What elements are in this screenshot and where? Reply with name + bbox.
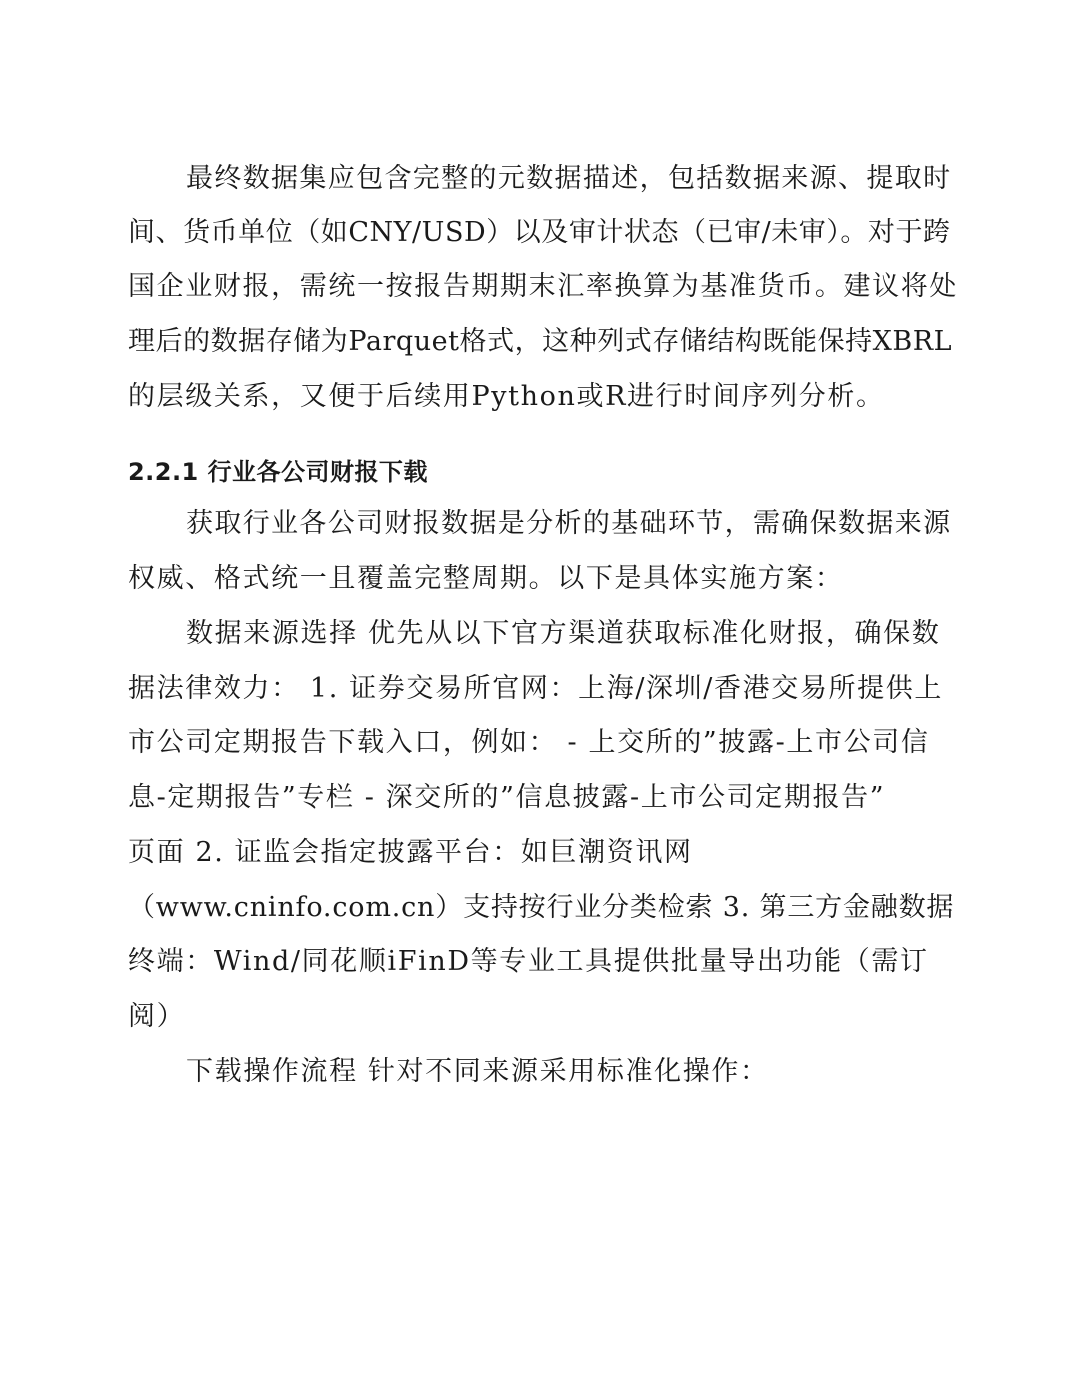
paragraph-1-line-5: 的层级关系，又便于后续用Python或R进行时间序列分析。 — [128, 381, 885, 412]
paragraph-3-line-7: 终端：Wind/同花顺iFinD等专业工具提供批量导出功能（需订 — [128, 946, 929, 977]
paragraph-3-line-5: 页面 2. 证监会指定披露平台：如巨潮资讯网 — [128, 837, 693, 868]
paragraph-3-line-4: 息-定期报告”专栏 - 深交所的”信息披露-上市公司定期报告” — [128, 782, 886, 813]
paragraph-1-line-1: 最终数据集应包含完整的元数据描述，包括数据来源、提取时 — [186, 163, 952, 194]
paragraph-3-line-6: （www.cninfo.com.cn）支持按行业分类检索 3. 第三方金融数据 — [128, 892, 955, 923]
paragraph-2-line-1: 获取行业各公司财报数据是分析的基础环节，需确保数据来源 — [186, 508, 952, 539]
paragraph-3-line-8: 阅） — [128, 1001, 186, 1032]
paragraph-3-line-3: 市公司定期报告下载入口，例如： - 上交所的”披露-上市公司信 — [128, 727, 930, 758]
paragraph-2-line-2: 权威、格式统一且覆盖完整周期。以下是具体实施方案： — [128, 563, 844, 594]
paragraph-1-line-3: 国企业财报，需统一按报告期期末汇率换算为基准货币。建议将处 — [128, 271, 958, 302]
section-heading: 2.2.1 行业各公司财报下载 — [128, 458, 428, 486]
paragraph-3-line-1: 数据来源选择 优先从以下官方渠道获取标准化财报，确保数 — [186, 618, 941, 649]
paragraph-4-line-1: 下载操作流程 针对不同来源采用标准化操作： — [186, 1056, 769, 1087]
paragraph-1-line-2: 间、货币单位（如CNY/USD）以及审计状态（已审/未审）。对于跨 — [128, 217, 951, 248]
paragraph-3-line-2: 据法律效力： 1. 证券交易所官网：上海/深圳/香港交易所提供上 — [128, 673, 943, 704]
paragraph-1-line-4: 理后的数据存储为Parquet格式，这种列式存储结构既能保持XBRL — [128, 326, 953, 357]
